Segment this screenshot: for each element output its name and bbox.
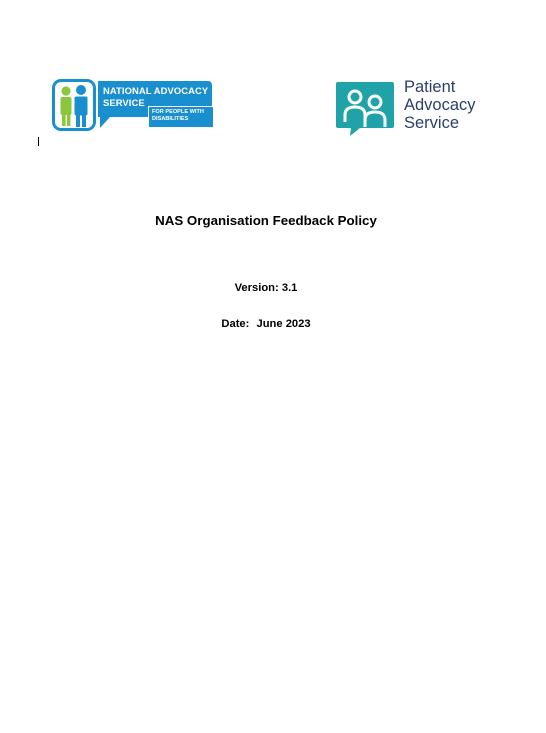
nas-people-icon	[52, 79, 96, 131]
nas-logo-title: NATIONAL ADVOCACY SERVICE	[103, 85, 209, 108]
date-line	[0, 318, 532, 330]
pas-logo	[334, 78, 484, 136]
text-cursor	[38, 137, 39, 146]
pas-logo-line1: Patient	[404, 78, 456, 96]
pas-logo-line3: Service	[404, 114, 460, 132]
nas-logo	[52, 79, 214, 133]
pas-logo-text	[404, 78, 486, 132]
version-value: 3.1	[281, 282, 298, 294]
nas-subtitle-box	[148, 106, 214, 128]
nas-speech-tail	[100, 117, 110, 128]
nas-logo-subtitle: FOR PEOPLE WITH DISABILITIES	[152, 109, 204, 122]
pas-people-icon	[334, 80, 396, 136]
version-label: Version:	[234, 282, 279, 294]
document-title: NAS Organisation Feedback Policy	[155, 213, 377, 228]
date-label: Date:	[221, 318, 250, 330]
version-line	[0, 282, 532, 294]
pas-logo-line2: Advocacy	[404, 96, 476, 114]
date-value: June 2023	[256, 318, 311, 330]
